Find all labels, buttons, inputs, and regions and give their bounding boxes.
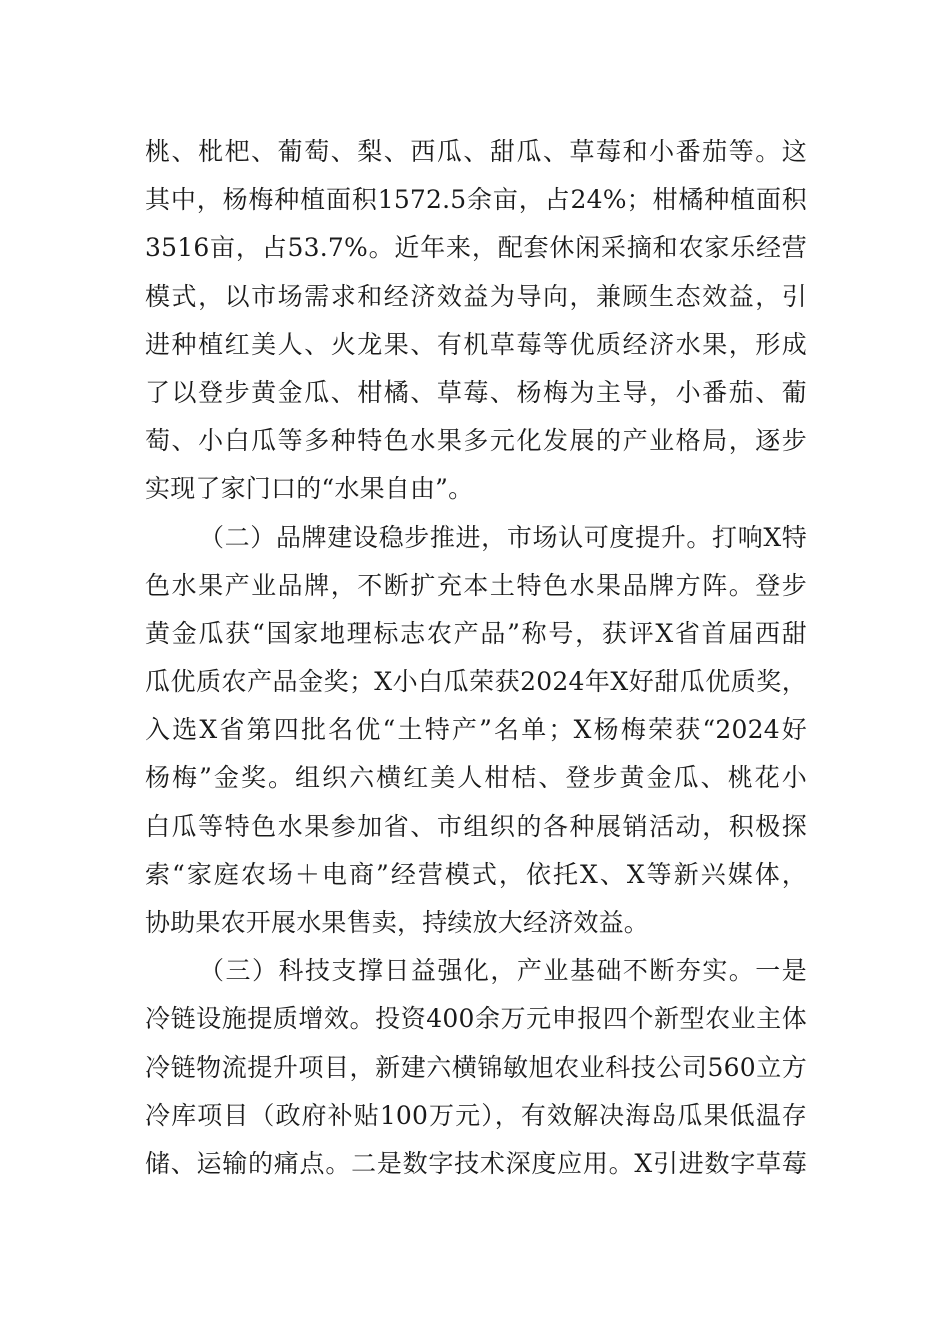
document-body (145, 128, 807, 1188)
paragraph-line: 了以登步黄金瓜、柑橘、草莓、杨梅为主导，小番茄、葡 (145, 377, 807, 407)
paragraph-line: 进种植红美人、火龙果、有机草莓等优质经济水果，形成 (145, 329, 807, 359)
paragraph-line: 冷链设施提质增效。投资400余万元申报四个新型农业主体 (145, 1004, 807, 1034)
paragraph-line: 储、运输的痛点。二是数字技术深度应用。X引进数字草莓 (145, 1148, 807, 1178)
paragraph-line: 索“家庭农场＋电商”经营模式，依托X、X等新兴媒体， (145, 859, 807, 889)
paragraph-line: 冷库项目（政府补贴100万元），有效解决海岛瓜果低温存 (145, 1100, 807, 1130)
paragraph-line: 实现了家门口的“水果自由”。 (145, 474, 474, 504)
section-heading-line: （三）科技支撑日益强化，产业基础不断夯实。一是 (199, 956, 807, 986)
paragraph-line: 协助果农开展水果售卖，持续放大经济效益。 (145, 908, 650, 937)
paragraph-line: 模式，以市场需求和经济效益为导向，兼顾生态效益，引 (145, 281, 807, 311)
paragraph-line: 瓜优质农产品金奖；X小白瓜荣获2024年X好甜瓜优质奖， (145, 667, 807, 697)
paragraph-line: 3516亩，占53.7%。近年来，配套休闲采摘和农家乐经营 (145, 233, 807, 263)
paragraph-line: 桃、枇杷、葡萄、梨、西瓜、甜瓜、草莓和小番茄等。这 (145, 137, 807, 166)
paragraph-line: 其中，杨梅种植面积1572.5余亩，占24%；柑橘种植面积 (145, 185, 807, 215)
section-heading-line: （二）品牌建设稳步推进，市场认可度提升。打响X特 (199, 522, 807, 552)
paragraph-line: 黄金瓜获“国家地理标志农产品”称号，获评X省首届西甜 (145, 618, 807, 648)
paragraph-line: 色水果产业品牌，不断扩充本土特色水果品牌方阵。登步 (145, 570, 807, 600)
paragraph-line: 杨梅”金奖。组织六横红美人柑桔、登步黄金瓜、桃花小 (145, 763, 807, 793)
paragraph-line: 白瓜等特色水果参加省、市组织的各种展销活动，积极探 (145, 811, 807, 841)
paragraph-line: 萄、小白瓜等多种特色水果多元化发展的产业格局，逐步 (145, 426, 807, 456)
paragraph-line: 入选X省第四批名优“土特产”名单；X杨梅荣获“2024好 (145, 715, 807, 745)
paragraph-line: 冷链物流提升项目，新建六横锦敏旭农业科技公司560立方 (145, 1052, 807, 1082)
